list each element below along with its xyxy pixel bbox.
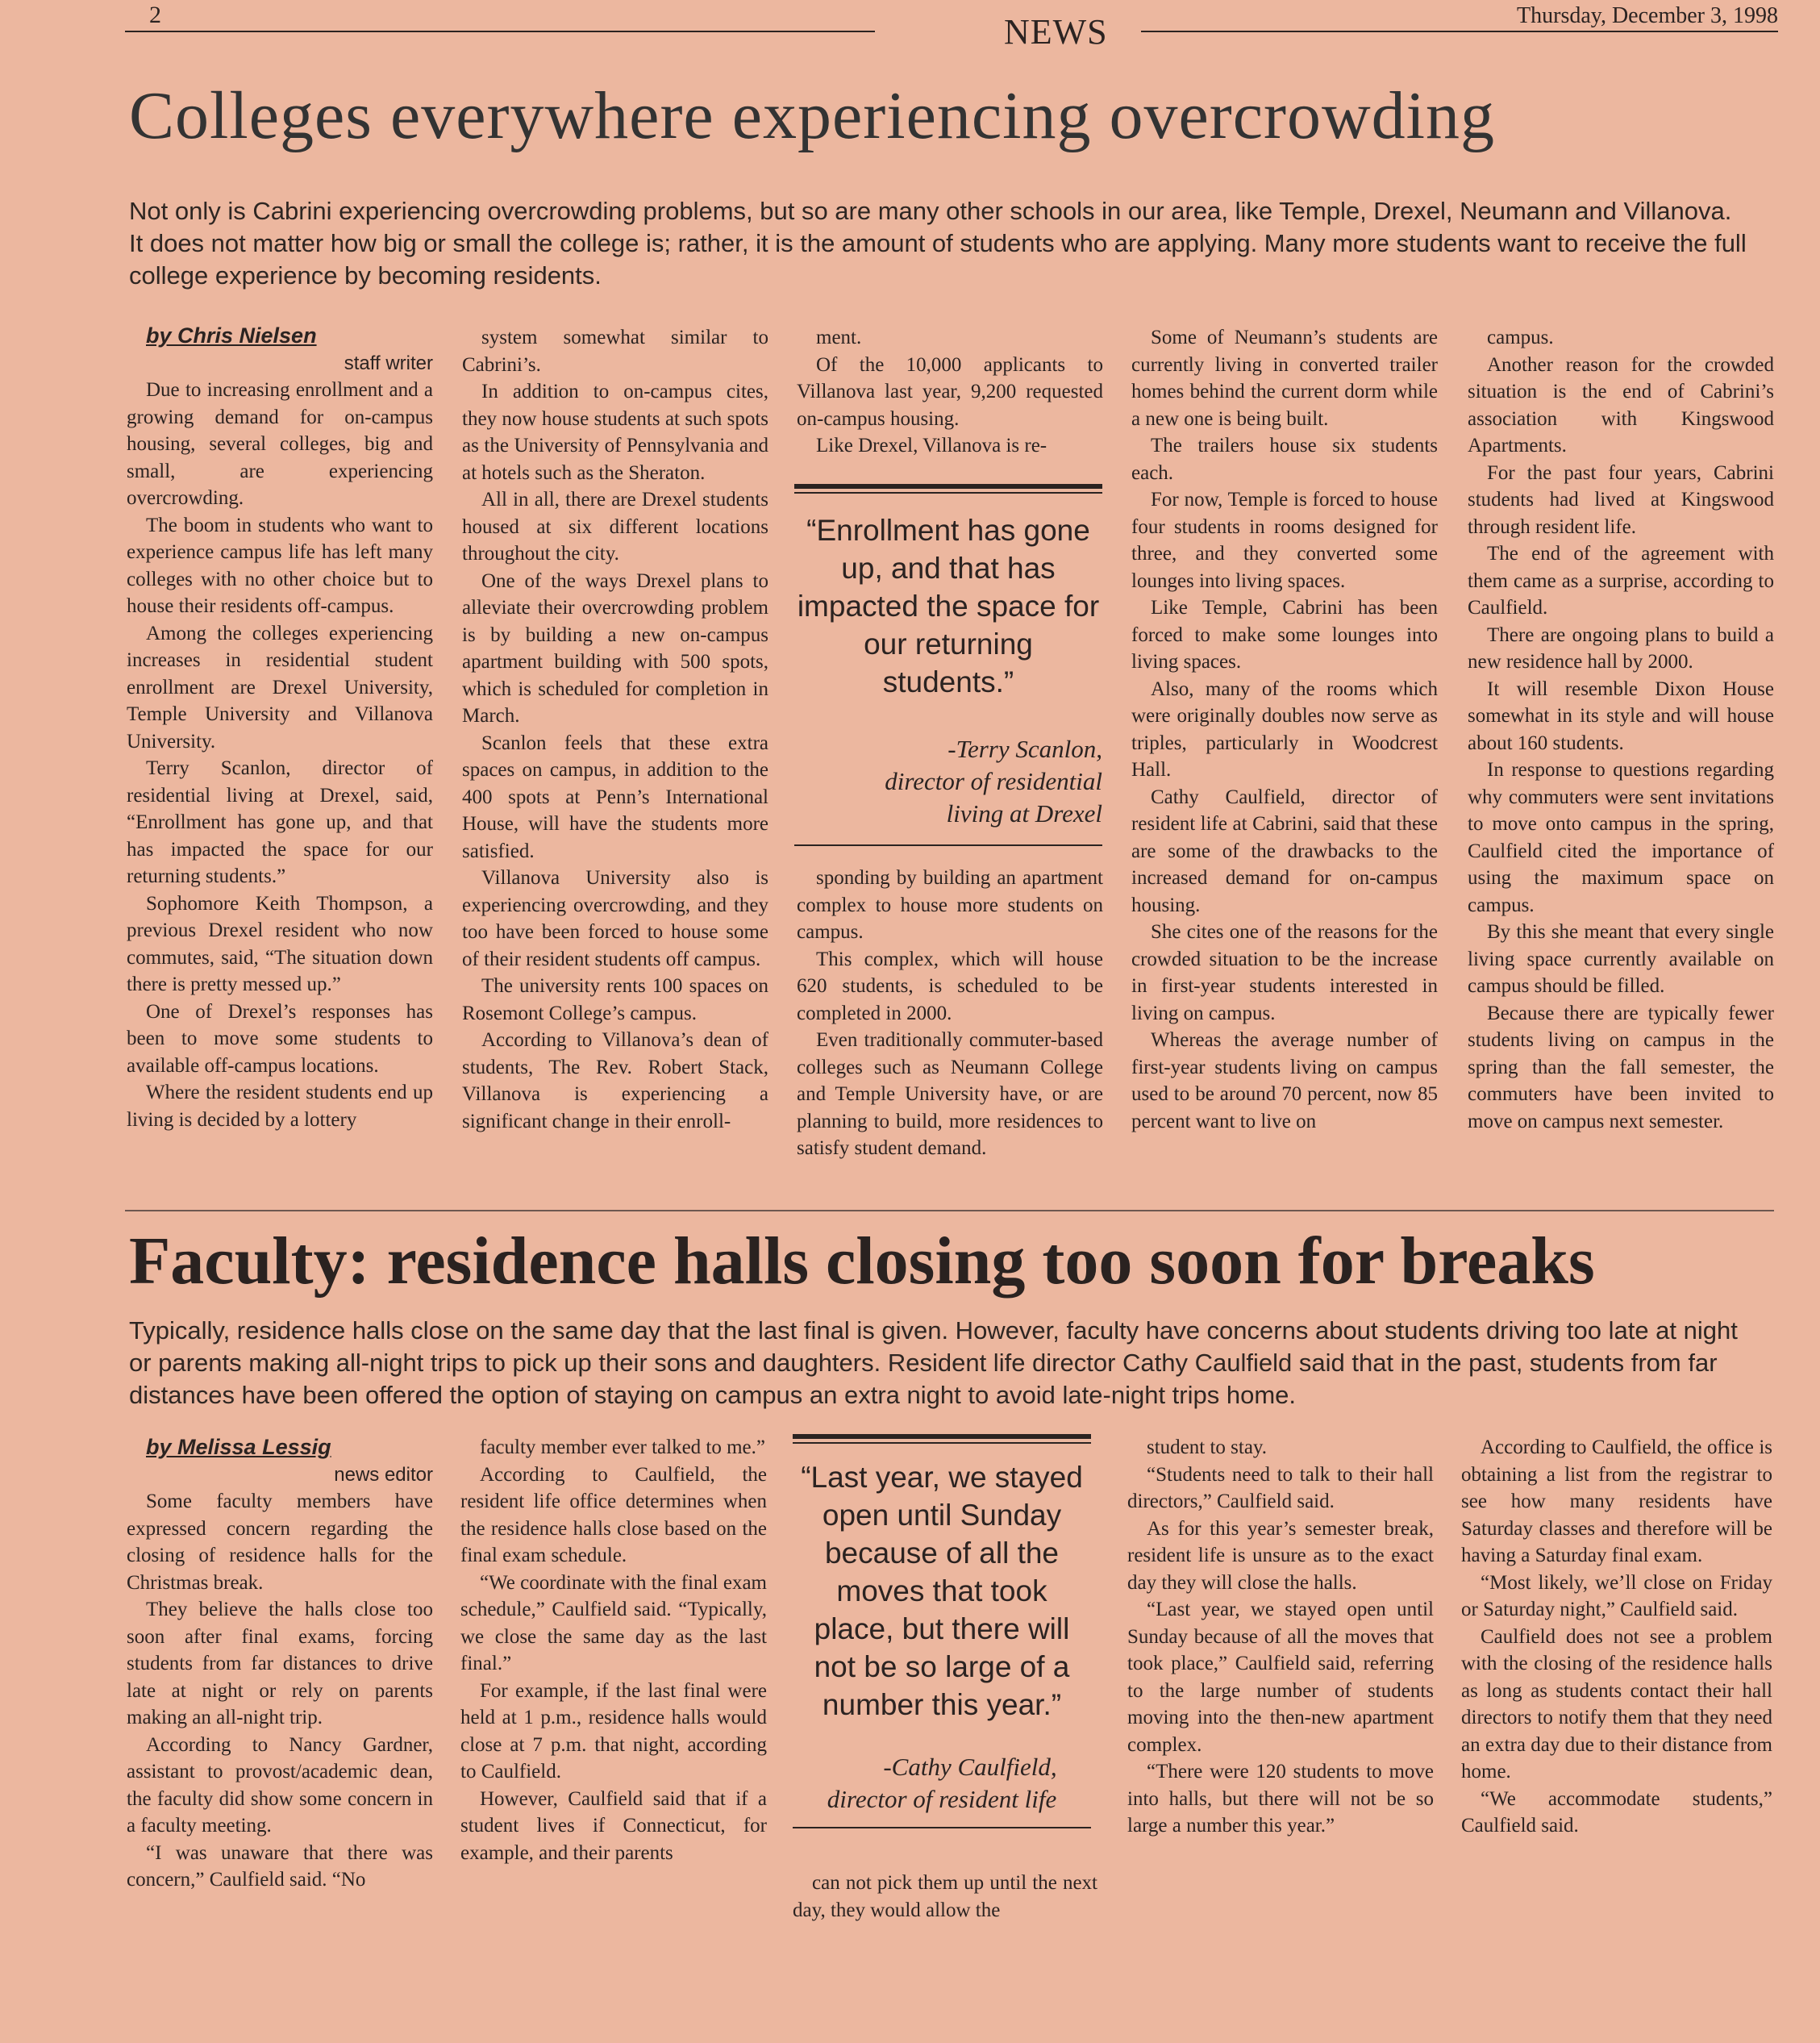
paragraph: Due to increasing enrollment and a growing demand for on-campus housing, several colleges, big and small, are experiencing overcrowding. xyxy=(127,379,433,509)
page-number: 2 xyxy=(149,2,161,28)
article1-col3-top xyxy=(797,324,1103,460)
paragraph: Some faculty members have expressed concern regarding the closing of residence halls for the Christmas break. xyxy=(127,1491,433,1594)
article2-col3-bottom xyxy=(793,1870,1097,1924)
paragraph: There are ongoing plans to build a new residence hall by 2000. xyxy=(1468,623,1774,673)
paragraph: “Most likely, we’ll close on Friday or Saturday night,” Caulfield said. xyxy=(1461,1571,1772,1620)
paragraph: Like Drexel, Villanova is re- xyxy=(816,435,1047,457)
paragraph: In response to questions regarding why commuters were sent invitations to move onto campus in the spring, Caulfield cited the importance of using the maximum space on campus. xyxy=(1468,759,1774,916)
article1-col3-top-body xyxy=(797,324,1103,460)
article2-col5 xyxy=(1461,1434,1772,1840)
paragraph: Because there are typically fewer students living on campus in the spring than the fall semester, the commuters have been invited to move on campus next semester. xyxy=(1468,1002,1774,1132)
paragraph: For the past four years, Cabrini students had lived at Kingswood through resident life. xyxy=(1468,461,1774,538)
paragraph: ment. xyxy=(816,327,862,348)
article1-pull-quote xyxy=(794,484,1102,846)
article2-col2 xyxy=(460,1434,767,1866)
paragraph: “Last year, we stayed open until Sunday because of all the moves that took place,” Caulfield said, referring to the large number of students moving into the then-new apartment complex. xyxy=(1127,1599,1434,1756)
paragraph: “We accommodate students,” Caulfield said. xyxy=(1461,1787,1772,1837)
paragraph: Sophomore Keith Thompson, a previous Drexel resident who now commutes, said, “The situation down there is pretty messed up.” xyxy=(127,892,433,995)
article1-col5-body xyxy=(1468,324,1774,1135)
paragraph: For now, Temple is forced to house four students in rooms designed for three, and they converted some lounges into living spaces. xyxy=(1131,489,1438,592)
article2-deck: Typically, residence halls close on the same day that the last final is given. However, faculty have concerns about students driving too late at night or parents making all-night trips to pick up their sons and daughters. Resident life director Cathy Caulfield said that in the past, students from far distances have been offered the option of staying on campus an extra night to avoid late-night trips home. xyxy=(129,1316,1738,1409)
pull-quote2-rule-bottom xyxy=(793,1827,1091,1828)
section-title: NEWS xyxy=(1004,12,1108,52)
pull-quote-rule-bottom xyxy=(794,844,1102,846)
masthead xyxy=(125,0,1778,52)
pull-quote-rule-top-thin xyxy=(794,492,1102,494)
article1-col1 xyxy=(127,323,433,1133)
paragraph: All in all, there are Drexel students housed at six different locations throughout the city. xyxy=(462,489,768,565)
paragraph: “I was unaware that there was concern,” Caulfield said. “No xyxy=(127,1841,433,1891)
article2-col3-bottom-body xyxy=(793,1870,1097,1924)
article1-col2 xyxy=(462,324,768,1135)
paragraph: It will resemble Dixon House somewhat in its style and will house about 160 students. xyxy=(1468,678,1774,754)
paragraph: student to stay. xyxy=(1147,1436,1268,1458)
masthead-rule-right xyxy=(1141,31,1778,32)
article2-byline: by Melissa Lessig xyxy=(146,1435,331,1459)
article2-col5-body xyxy=(1461,1434,1772,1840)
paragraph: Another reason for the crowded situation is the end of Cabrini’s association with Kingswood Apartments. xyxy=(1468,353,1774,457)
paragraph: The trailers house six students each. xyxy=(1131,435,1438,484)
paragraph: Like Temple, Cabrini has been forced to make some lounges into living spaces. xyxy=(1131,597,1438,673)
paragraph: She cites one of the reasons for the crowded situation to be the increase in first-year students interested in living on campus. xyxy=(1131,921,1438,1024)
paragraph: By this she meant that every single living space currently available on campus should be filled. xyxy=(1468,921,1774,997)
paragraph: One of the ways Drexel plans to alleviate their overcrowding problem is by building a new on-campus apartment building with 500 spots, which is scheduled for completion in March. xyxy=(462,569,768,727)
paragraph: As for this year’s semester break, resident life is unsure as to the exact day they will close the halls. xyxy=(1127,1517,1434,1594)
paragraph: However, Caulfield said that if a student lives if Connecticut, for example, and their parents xyxy=(460,1787,767,1864)
paragraph: The university rents 100 spaces on Rosemont College’s campus. xyxy=(462,975,768,1024)
article1-col4 xyxy=(1131,324,1438,1135)
paragraph: Cathy Caulfield, director of resident life at Cabrini, said that these are some of the drawbacks to the increased demand for on-campus housing. xyxy=(1131,786,1438,916)
pull-quote-title: director of residential living at Drexel xyxy=(885,767,1102,828)
article1-col2-body xyxy=(462,324,768,1135)
paragraph: Whereas the average number of first-year students living on campus used to be around 70 percent, now 85 percent want to live on xyxy=(1131,1029,1438,1132)
masthead-rule-left xyxy=(125,31,875,32)
paragraph: The boom in students who want to experience campus life has left many colleges with no other choice but to house their residents off-campus. xyxy=(127,514,433,617)
article1-col3-bottom-body xyxy=(797,865,1103,1162)
article2-col2-body xyxy=(460,1434,767,1866)
issue-date: Thursday, December 3, 1998 xyxy=(1517,3,1778,28)
paragraph: Terry Scanlon, director of residential living at Drexel, said, “Enrollment has gone up, and that has impacted the space for our returning students.” xyxy=(127,757,433,887)
pull-quote2-rule-top xyxy=(793,1434,1091,1439)
pull-quote-text: “Enrollment has gone up, and that has impacted the space for our returning students.” xyxy=(797,514,1100,698)
article1-headline: Colleges everywhere experiencing overcrowding xyxy=(129,78,1495,153)
pull-quote2-title: director of resident life xyxy=(827,1785,1057,1813)
article2-col1-body xyxy=(127,1488,433,1894)
paragraph: According to Villanova’s dean of students, The Rev. Robert Stack, Villanova is experiencing a significant change in their enroll- xyxy=(462,1029,768,1132)
paragraph: They believe the halls close too soon after final exams, forcing students from far distances to drive late at night or rely on parents making an all-night trip. xyxy=(127,1599,433,1728)
article2-pull-quote xyxy=(793,1434,1091,1828)
paragraph: In addition to on-campus cites, they now house students at such spots as the University of Pennsylvania and at hotels such as the Sheraton. xyxy=(462,381,768,484)
article1-col1-body xyxy=(127,377,433,1133)
paragraph: One of Drexel’s responses has been to move some students to available off-campus locations. xyxy=(127,1000,433,1077)
paragraph: sponding by building an apartment complex to house more students on campus. xyxy=(797,867,1103,943)
article1-deck: Not only is Cabrini experiencing overcrowding problems, but so are many other schools in our area, like Temple, Drexel, Neumann and Villanova. It does not matter how big or small the college is; rather, it is the amount of students who are applying. Many more students want to receive the full college experience by becoming residents. xyxy=(129,197,1747,290)
paragraph: Even traditionally commuter-based colleges such as Neumann College and Temple University have, or are planning to build, more residences to satisfy student demand. xyxy=(797,1029,1103,1159)
paragraph: campus. xyxy=(1487,327,1554,348)
paragraph: system somewhat similar to Cabrini’s. xyxy=(462,327,768,376)
paragraph: The end of the agreement with them came as a surprise, according to Caulfield. xyxy=(1468,543,1774,619)
paragraph: Some of Neumann’s students are currently living in converted trailer homes behind the current dorm while a new one is being built. xyxy=(1131,327,1438,430)
article1-col5 xyxy=(1468,324,1774,1135)
pull-quote2-rule-top-thin xyxy=(793,1442,1091,1444)
pull-quote-rule-top xyxy=(794,484,1102,489)
paragraph: Where the resident students end up living is decided by a lottery xyxy=(127,1082,433,1131)
article1-byline: by Chris Nielsen xyxy=(146,323,317,348)
article1-byline-role: staff writer xyxy=(344,352,433,374)
article-divider xyxy=(125,1210,1774,1211)
paragraph: This complex, which will house 620 students, is scheduled to be completed in 2000. xyxy=(797,948,1103,1024)
paragraph: According to Nancy Gardner, assistant to provost/academic dean, the faculty did show some concern in a faculty meeting. xyxy=(127,1733,433,1837)
article2-byline-role: news editor xyxy=(334,1463,433,1486)
paragraph: “There were 120 students to move into halls, but there will not be so large a number this year.” xyxy=(1127,1761,1434,1837)
paragraph: Of the 10,000 applicants to Villanova last year, 9,200 requested on-campus housing. xyxy=(797,353,1103,430)
pull-quote-attribution: -Terry Scanlon, xyxy=(947,735,1102,763)
paragraph: faculty member ever talked to me.” xyxy=(480,1436,766,1458)
paragraph: Scanlon feels that these extra spaces on campus, in addition to the 400 spots at Penn’s International House, will have the students more satisfied. xyxy=(462,732,768,862)
paragraph: Caulfield does not see a problem with the closing of the residence halls as long as students contact their hall directors to notify them that they need an extra day due to their distance from home. xyxy=(1461,1625,1772,1782)
pull-quote2-attribution: -Cathy Caulfield, xyxy=(883,1753,1057,1781)
paragraph: Villanova University also is experiencing overcrowding, and they too have been forced to house some of their resident students off campus. xyxy=(462,867,768,970)
article2-col1 xyxy=(127,1434,433,1894)
article2-headline: Faculty: residence halls closing too soon for breaks xyxy=(129,1224,1595,1299)
article2-col4 xyxy=(1127,1434,1434,1840)
paragraph: can not pick them up until the next day, they would allow the xyxy=(793,1872,1097,1921)
paragraph: Also, many of the rooms which were originally doubles now serve as triples, particularly in Woodcrest Hall. xyxy=(1131,678,1438,781)
paragraph: According to Caulfield, the resident life office determines when the residence halls close based on the final exam schedule. xyxy=(460,1463,767,1566)
article2-col4-body xyxy=(1127,1434,1434,1840)
paragraph: Among the colleges experiencing increases in residential student enrollment are Drexel University, Temple University and Villanova University. xyxy=(127,622,433,753)
pull-quote2-text: “Last year, we stayed open until Sunday because of all the moves that took place, but there will not be so large of a number this year.” xyxy=(801,1461,1083,1721)
paragraph: “We coordinate with the final exam schedule,” Caulfield said. “Typically, we close the same day as the last final.” xyxy=(460,1571,767,1674)
paragraph: According to Caulfield, the office is obtaining a list from the registrar to see how many residents have Saturday classes and therefore will be having a Saturday final exam. xyxy=(1461,1436,1772,1566)
paragraph: “Students need to talk to their hall directors,” Caulfield said. xyxy=(1127,1463,1434,1512)
paragraph: For example, if the last final were held at 1 p.m., residence halls would close at 7 p.m. that night, according to Caulfield. xyxy=(460,1679,767,1782)
article1-col3-bottom xyxy=(797,865,1103,1162)
article1-col4-body xyxy=(1131,324,1438,1135)
